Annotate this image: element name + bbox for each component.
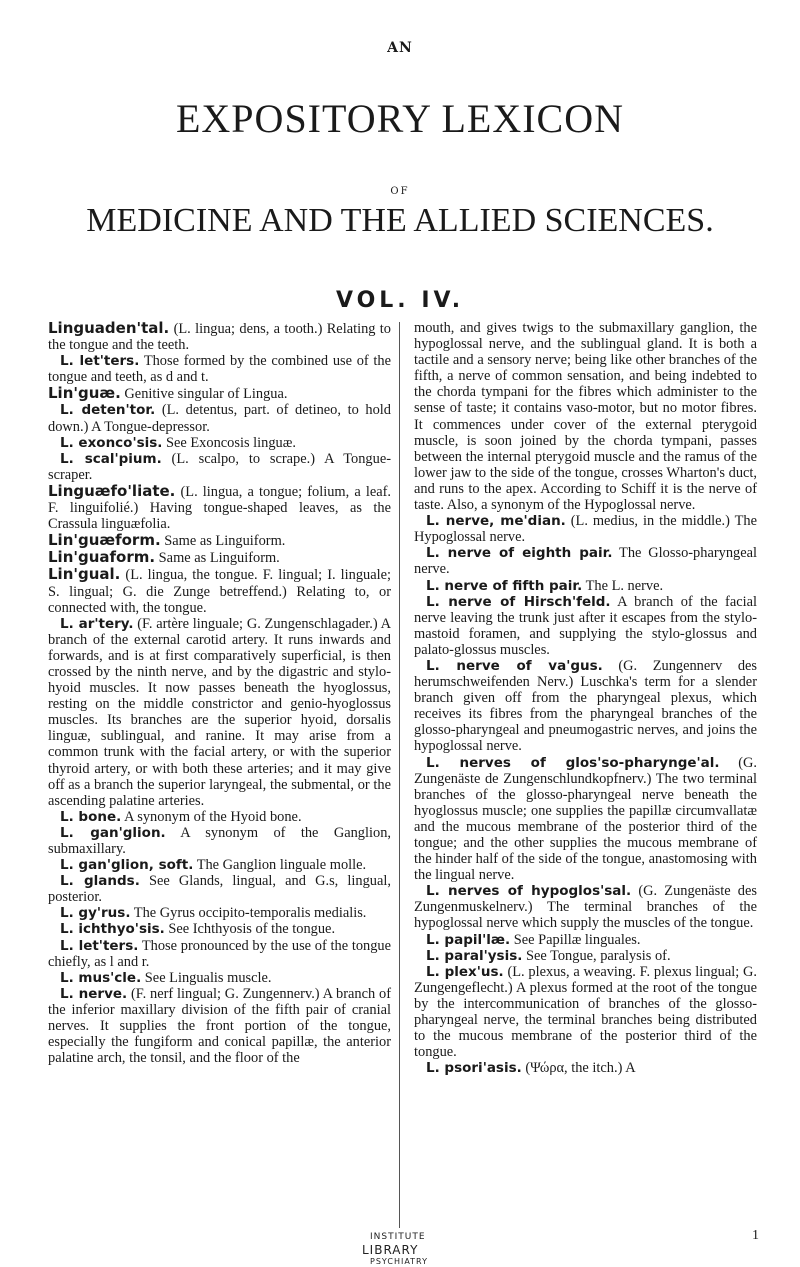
dictionary-entry <box>414 513 757 545</box>
entry-headword: L. plex'us. <box>426 963 504 980</box>
entry-headword: L. papil'læ. <box>426 931 511 948</box>
dictionary-entry <box>48 825 391 857</box>
dictionary-entry <box>48 320 391 353</box>
entry-headword: L. nerve of Hirsch'feld. <box>426 593 611 610</box>
entry-headword: L. let'ters. <box>60 937 139 954</box>
entry-definition: See Lingualis muscle. <box>141 969 272 986</box>
entry-definition: (L. scalpo, to scrape.) A Tongue-scraper. <box>48 450 392 483</box>
entry-headword: L. gy'rus. <box>60 905 131 922</box>
entry-headword: Lin'guaform. <box>48 548 156 567</box>
dictionary-entry <box>414 755 757 884</box>
entry-definition: Those pronounced by the use of the tongue chiefly, as l and r. <box>48 937 391 970</box>
entry-definition: See Papillæ linguales. <box>510 931 641 948</box>
entry-headword: L. gan'glion. <box>60 824 166 841</box>
entry-headword: Lin'gual. <box>48 565 121 584</box>
entry-headword: L. nerve of va'gus. <box>426 657 603 674</box>
entry-definition: The L. nerve. <box>582 577 664 594</box>
dictionary-entry <box>414 658 757 755</box>
entry-definition: The Glosso-pharyngeal nerve. <box>414 545 757 578</box>
volume-label: VOL. IV. <box>335 288 465 313</box>
dictionary-entry <box>48 566 391 615</box>
entry-headword: L. ichthyo'sis. <box>60 921 165 938</box>
entry-headword: L. gan'glion, soft. <box>60 857 194 874</box>
dictionary-entry <box>48 435 391 451</box>
entry-headword: L. exonco'sis. <box>60 434 163 451</box>
entry-definition: The Ganglion linguale molle. <box>193 857 367 874</box>
entry-headword: L. psori'asis. <box>426 1060 522 1077</box>
entry-definition: (G. Zungenäste de Zungenschlundkopfnerv.) The two terminal branches of the glosso-pharyngeal nerve beneath the hyoglossus muscle; one supplies the papillæ circumvallatæ and the mucous membrane of the posterior third of the tongue; and the other supplies the mucous membrane of the hinder half of the side of the tongue, anastomosing with the lingual nerve. <box>414 754 757 884</box>
dictionary-entry <box>414 964 757 1061</box>
entry-definition: (F. nerf lingual; G. Zungennerv.) A branch of the inferior maxillary division of the fifth pair of cranial nerves. It supplies the front portion of the tongue, especially the fungiform and conical papillæ, the anterior palatine arch, the tonsil, and the floor of the <box>48 985 391 1067</box>
dictionary-entry <box>48 986 391 1066</box>
entry-headword: L. nerve, me'dian. <box>426 513 566 530</box>
dictionary-entry <box>48 970 391 986</box>
dictionary-entry <box>48 549 391 566</box>
entry-headword: Lin'guæ. <box>48 384 121 403</box>
entry-definition: (F. artère linguale; G. Zungenschlagader.) A branch of the external carotid artery. It runs inwards and forwards, and is at first comparatively superficial, is then crossed by the ninth nerve, and by the digastric and stylo-hyoid muscles. It now passes beneath the hyoglossus, resting on the middle constrictor and genio-hyoglossus muscles. Its branches are the superior hyoid, dorsalis linguæ, sublingual, and ranine. It may arise from a common trunk with the facial artery, or with the superior thyroid artery, or with both these arteries; and it may give off as a branch the superior laryngeal, the submental, or the ascending palatine arteries. <box>48 615 391 809</box>
entry-definition: A synonym of the Ganglion, submaxillary. <box>48 824 391 857</box>
entry-definition: (L. lingua, the tongue. F. lingual; I. linguale; S. lingual; G. die Zunge betreffend.) Relating to, or connected with, the tongue. <box>48 567 391 616</box>
dictionary-entry <box>414 545 757 577</box>
entry-headword: L. mus'cle. <box>60 969 142 986</box>
entry-definition: (Ψώρα, the itch.) A <box>521 1060 636 1077</box>
entry-headword: L. nerves of glos'so-pharynge'al. <box>426 754 720 771</box>
entry-headword: L. glands. <box>60 873 140 890</box>
header-of: OF <box>390 186 410 197</box>
dictionary-entry <box>48 873 391 905</box>
column-divider <box>399 322 400 1228</box>
dictionary-entry <box>48 402 391 434</box>
entry-headword: L. bone. <box>60 808 122 825</box>
header-an: AN <box>387 40 413 56</box>
entry-headword: L. nerve of fifth pair. <box>426 577 583 594</box>
entry-definition: A synonym of the Hyoid bone. <box>121 808 302 825</box>
page-title: EXPOSITORY LEXICON <box>175 96 625 141</box>
entry-definition: (L. plexus, a weaving. F. plexus lingual; G. Zungengeflecht.) A plexus formed at the root of the tongue by the intercommunication of branches of the glosso-pharyngeal nerve, the terminal branches being distributed to the mucous membrane of the posterior third of the tongue. <box>414 963 758 1061</box>
entry-headword: L. nerve of eighth pair. <box>426 545 613 562</box>
stamp-line-3: PSYCHIATRY <box>370 1257 428 1266</box>
entry-definition: (G. Zungenäste des Zungenmuskelnerv.) The terminal branches of the hypoglossal nerve which supply the muscles of the tongue. <box>414 883 757 932</box>
dictionary-entry <box>48 353 391 385</box>
entry-definition: See Exoncosis linguæ. <box>162 434 296 451</box>
dictionary-entry <box>48 938 391 970</box>
dictionary-entry <box>48 483 391 532</box>
entry-headword: L. paral'ysis. <box>426 947 523 964</box>
dictionary-entry <box>48 451 391 483</box>
dictionary-entry <box>414 320 757 513</box>
dictionary-entry <box>414 578 757 594</box>
dictionary-entry <box>48 857 391 873</box>
entry-definition: Same as Linguiform. <box>155 550 280 567</box>
entry-definition: (G. Zungennerv des herumschweifenden Nerv.) Luschka's term for a slender branch given off from the pharyngeal plexus, which receives its fibres from the pharyngeal branches of the glosso-pharyngeal and pneumogastric nerves, and joins the hypoglossal nerve. <box>414 657 757 755</box>
entry-headword: Lin'guæform. <box>48 531 161 550</box>
entry-definition: (L. medius, in the middle.) The Hypoglossal nerve. <box>414 513 757 546</box>
dictionary-entry <box>48 385 391 402</box>
entry-definition: See Tongue, paralysis of. <box>522 947 671 964</box>
page-subtitle: MEDICINE AND THE ALLIED SCIENCES. <box>86 202 714 239</box>
entry-definition: (L. detentus, part. of detineo, to hold down.) A Tongue-depressor. <box>48 402 391 435</box>
entry-definition: (L. lingua, a tongue; folium, a leaf. F. linguifolié.) Having tongue-shaped leaves, as the Crassula linguæfolia. <box>48 483 391 533</box>
entry-headword: L. let'ters. <box>60 353 140 370</box>
dictionary-entry <box>48 532 391 549</box>
entry-headword: L. scal'pium. <box>60 450 162 467</box>
left-column <box>48 320 391 1066</box>
entry-definition: (L. lingua; dens, a tooth.) Relating to the tongue and the teeth. <box>48 321 391 354</box>
entry-headword: L. ar'tery. <box>60 615 134 632</box>
dictionary-entry <box>414 948 757 964</box>
entry-headword: Linguaden'tal. <box>48 319 170 337</box>
stamp-line-2: LIBRARY <box>362 1243 419 1257</box>
entry-definition: Same as Linguiform. <box>160 533 286 550</box>
entry-definition: Those formed by the combined use of the tongue and teeth, as d and t. <box>48 353 392 386</box>
dictionary-entry <box>414 932 757 948</box>
stamp-line-1: INSTITUTE <box>370 1232 426 1242</box>
entry-headword: L. deten'tor. <box>60 402 156 419</box>
entry-headword: L. nerves of hypoglos'sal. <box>426 883 632 900</box>
entry-headword: Linguæfo'liate. <box>48 481 176 500</box>
dictionary-entry <box>414 594 757 658</box>
entry-definition: See Ichthyosis of the tongue. <box>164 921 336 938</box>
dictionary-entry <box>48 905 391 921</box>
entry-definition: A branch of the facial nerve leaving the trunk just after it escapes from the stylo-mastoid foramen, and supplying the stylo-glossus and palato-glossus muscles. <box>414 593 757 658</box>
dictionary-entry <box>48 809 391 825</box>
dictionary-entry <box>414 883 757 931</box>
entry-definition: mouth, and gives twigs to the submaxillary ganglion, the hypoglossal nerve, and the sublingual gland. It is both a tactile and a sensory nerve; being like other branches of the fifth, a nerve of common sensation, and being indebted to the chorda tympani for the fibres which administer to the sense of taste; it contains vaso-motor, but no motor fibres. It commences under cover of the external pterygoid muscle, is soon joined by the chorda tympani, passes between the internal pterygoid muscle and the ramus of the lower jaw to the side of the tongue, crosses Wharton's duct, and runs to the apex. According to Schiff it is the nerve of taste. Also, a synonym of the Hypoglossal nerve. <box>414 320 757 514</box>
entry-definition: See Glands, lingual, and G.s, lingual, posterior. <box>48 873 391 906</box>
dictionary-entry <box>48 921 391 937</box>
library-stamp <box>330 1232 470 1267</box>
entry-definition: The Gyrus occipito-temporalis medialis. <box>130 905 367 922</box>
dictionary-entry <box>48 616 391 809</box>
right-column <box>414 320 757 1076</box>
entry-definition: Genitive singular of Lingua. <box>120 386 288 403</box>
dictionary-entry <box>414 1060 757 1076</box>
entry-headword: L. nerve. <box>60 985 128 1002</box>
page-number: 1 <box>752 1228 759 1243</box>
